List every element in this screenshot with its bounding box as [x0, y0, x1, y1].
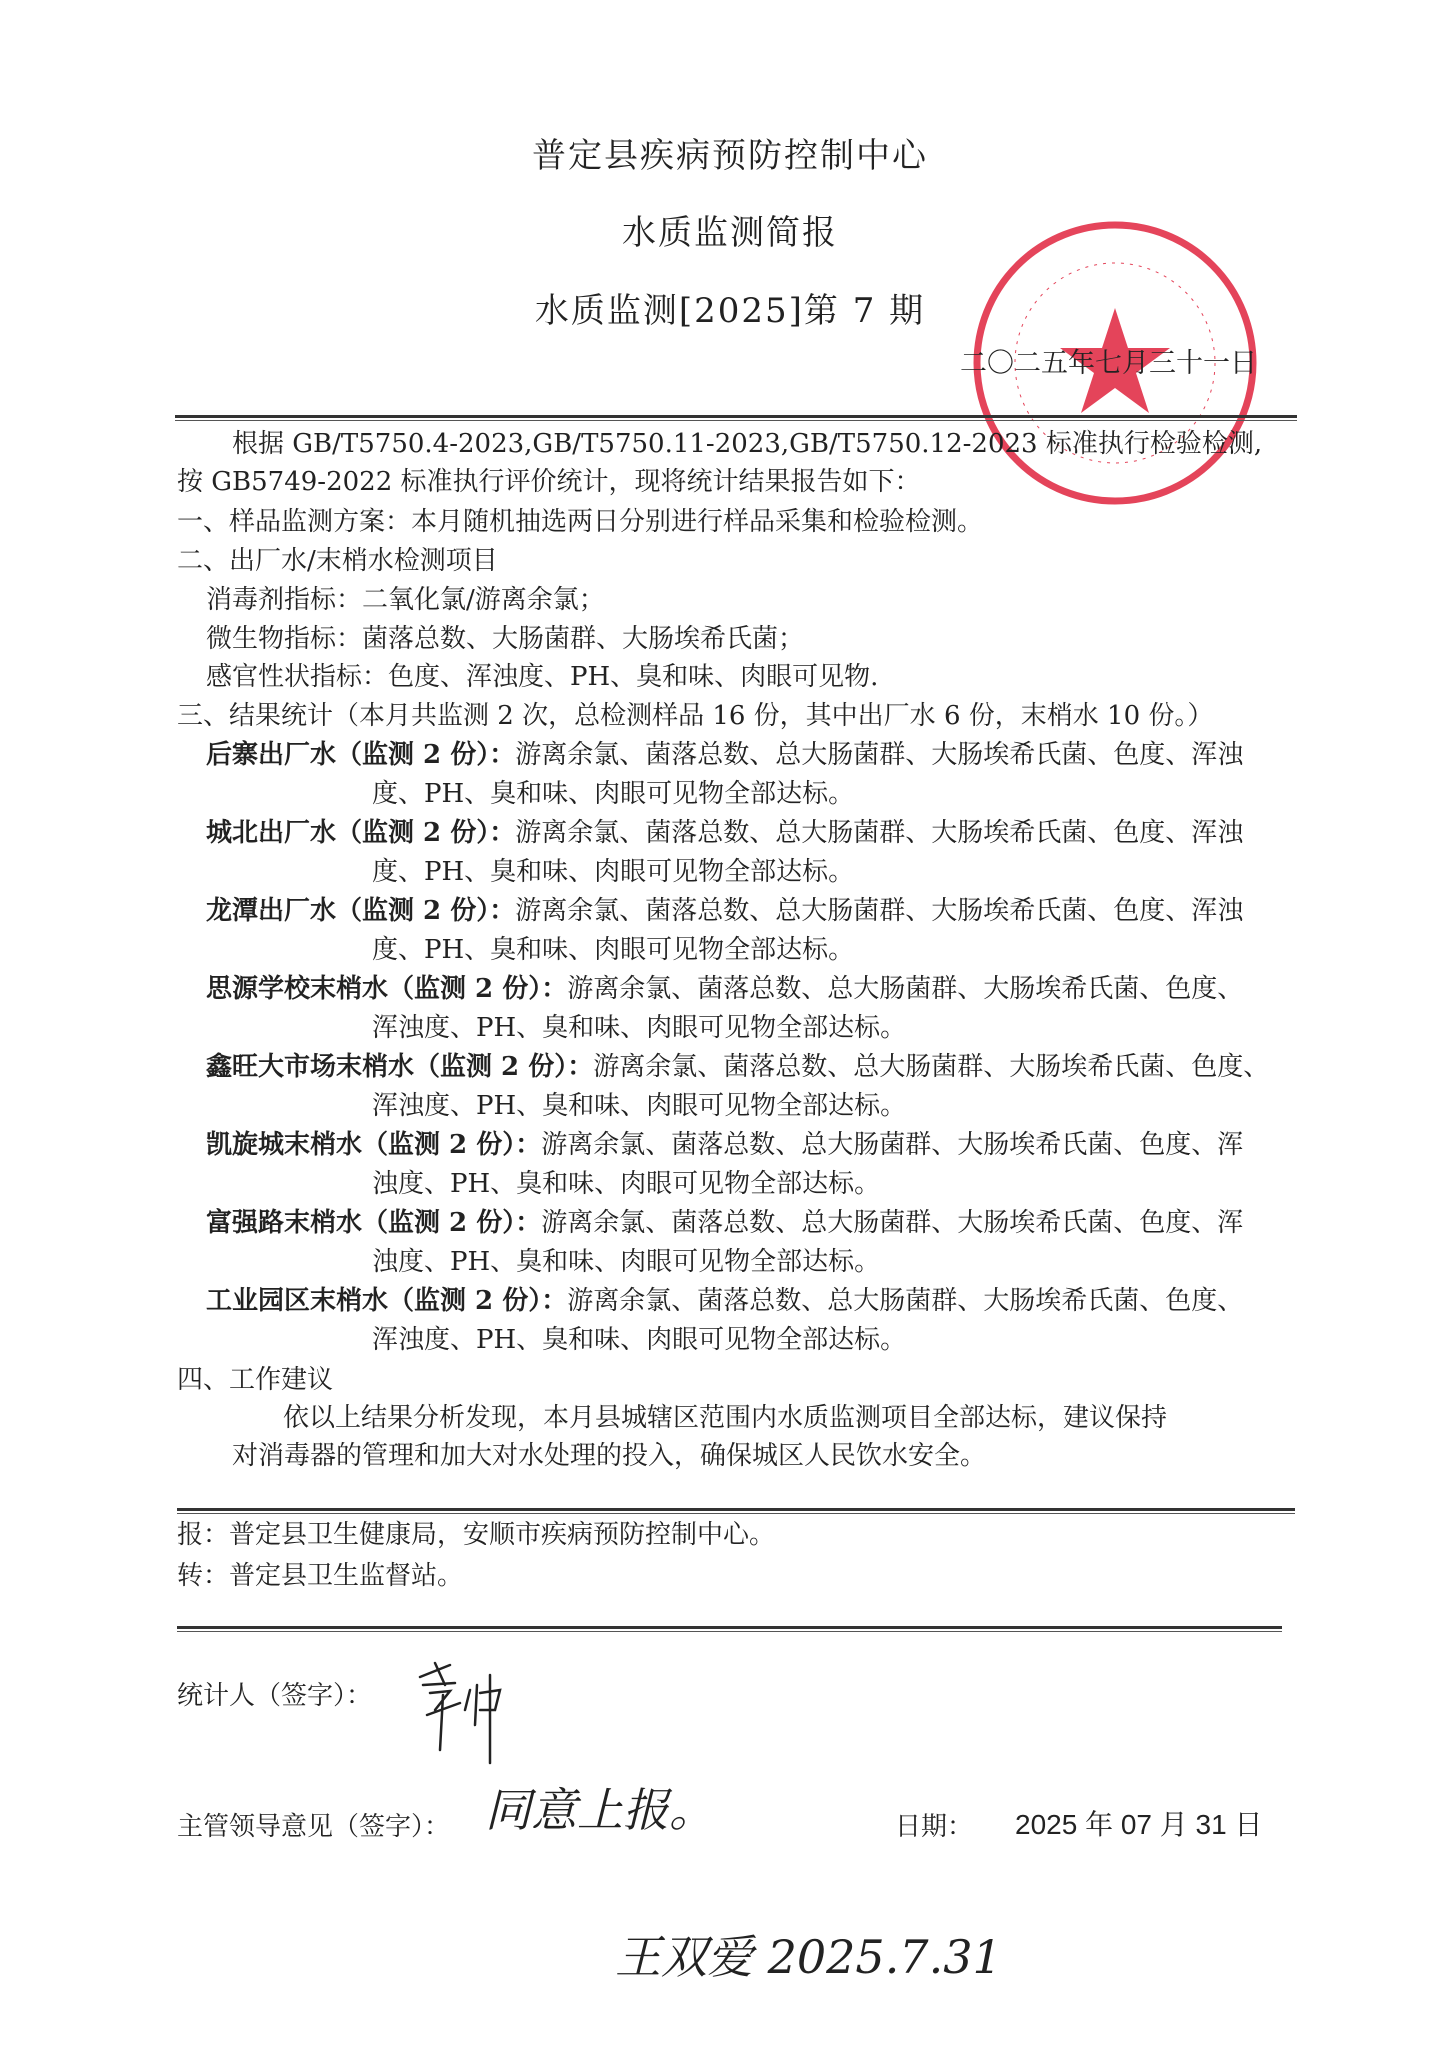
date-value: 2025 年 07 月 31 日: [1015, 1809, 1263, 1840]
result-item: [206, 970, 1243, 1009]
org-title: 普定县疾病预防控制中心: [532, 136, 928, 176]
result-site-label: 富强路末梢水（监测 2 份）：: [206, 1208, 542, 1238]
result-site-label: 凯旋城末梢水（监测 2 份）：: [206, 1130, 542, 1160]
section-2-heading: 二、出厂水/末梢水检测项目: [177, 546, 498, 576]
leader-label: 主管领导意见（签字）：: [177, 1811, 451, 1841]
result-text-line-2: 浑浊度、PH、臭和味、肉眼可见物全部达标。: [372, 1013, 907, 1043]
result-text-line-1: 游离余氯、菌落总数、总大肠菌群、大肠埃希氏菌、色度、浑: [541, 1208, 1244, 1238]
result-site-label: 工业园区末梢水（监测 2 份）：: [206, 1286, 568, 1316]
result-text-line-2: 度、PH、臭和味、肉眼可见物全部达标。: [372, 857, 855, 887]
section-2-item: 微生物指标：菌落总数、大肠菌群、大肠埃希氏菌；: [206, 624, 805, 654]
forward-to: 转：普定县卫生监督站。: [177, 1561, 464, 1591]
result-item: [206, 1204, 1243, 1243]
section-1: 一、样品监测方案：本月随机抽选两日分别进行样品采集和检验检测。: [177, 507, 984, 537]
result-text-line-2: 浊度、PH、臭和味、肉眼可见物全部达标。: [372, 1169, 881, 1199]
statistician-signature: [415, 1655, 535, 1765]
issue-date: 二〇二五年七月三十一日: [960, 348, 1257, 379]
result-text-line-1: 游离余氯、菌落总数、总大肠菌群、大肠埃希氏菌、色度、浑浊: [515, 896, 1244, 926]
result-text-line-1: 游离余氯、菌落总数、总大肠菌群、大肠埃希氏菌、色度、浑浊: [515, 818, 1244, 848]
result-site-label: 龙潭出厂水（监测 2 份）：: [206, 896, 516, 926]
result-site-label: 思源学校末梢水（监测 2 份）：: [206, 974, 568, 1004]
doc-type-title: 水质监测简报: [622, 213, 838, 253]
date-label: 日期：: [895, 1811, 974, 1841]
footer-divider-top: [177, 1508, 1295, 1514]
section-4-line-1: 依以上结果分析发现，本月县城辖区范围内水质监测项目全部达标，建议保持: [283, 1403, 1168, 1433]
section-2-item: 消毒剂指标：二氧化氯/游离余氯；: [206, 585, 605, 615]
result-text-line-2: 度、PH、臭和味、肉眼可见物全部达标。: [372, 935, 855, 965]
result-text-line-2: 浑浊度、PH、臭和味、肉眼可见物全部达标。: [372, 1091, 907, 1121]
result-item: [206, 1126, 1243, 1165]
result-site-label: 鑫旺大市场末梢水（监测 2 份）：: [206, 1052, 594, 1082]
result-text-line-2: 浊度、PH、臭和味、肉眼可见物全部达标。: [372, 1247, 881, 1277]
footer-divider-bottom: [177, 1626, 1282, 1632]
result-text-line-2: 浑浊度、PH、臭和味、肉眼可见物全部达标。: [372, 1325, 907, 1355]
leader-opinion-handwriting: 同意上报。: [485, 1783, 715, 1837]
result-item: [206, 1282, 1243, 1321]
section-2-item: 感官性状指标：色度、浑浊度、PH、臭和味、肉眼可见物.: [206, 662, 879, 692]
result-site-label: 后寨出厂水（监测 2 份）：: [206, 740, 516, 770]
intro-line-2: 按 GB5749-2022 标准执行评价统计，现将统计结果报告如下：: [177, 467, 921, 497]
statistician-label: 统计人（签字）：: [177, 1680, 373, 1710]
result-item: [206, 814, 1243, 853]
result-item: [206, 736, 1243, 775]
result-text-line-2: 度、PH、臭和味、肉眼可见物全部达标。: [372, 779, 855, 809]
section-3-heading: 三、结果统计（本月共监测 2 次，总检测样品 16 份，其中出厂水 6 份，末梢水 10 份。）: [177, 701, 1214, 731]
intro-line-1: 根据 GB/T5750.4-2023,GB/T5750.11-2023,GB/T5750.12-2023 标准执行检验检测,: [232, 429, 1263, 459]
section-4-line-2: 对消毒器的管理和加大对水处理的投入，确保城区人民饮水安全。: [232, 1441, 987, 1471]
section-4-heading: 四、工作建议: [177, 1365, 334, 1395]
result-text-line-1: 游离余氯、菌落总数、总大肠菌群、大肠埃希氏菌、色度、浑浊: [515, 740, 1244, 770]
result-item: [206, 892, 1243, 931]
result-site-label: 城北出厂水（监测 2 份）：: [206, 818, 516, 848]
header-divider: [175, 415, 1297, 421]
result-text-line-1: 游离余氯、菌落总数、总大肠菌群、大肠埃希氏菌、色度、: [567, 974, 1244, 1004]
result-item: [206, 1048, 1269, 1087]
report-to: 报：普定县卫生健康局，安顺市疾病预防控制中心。: [177, 1520, 776, 1550]
result-text-line-1: 游离余氯、菌落总数、总大肠菌群、大肠埃希氏菌、色度、: [593, 1052, 1270, 1082]
result-text-line-1: 游离余氯、菌落总数、总大肠菌群、大肠埃希氏菌、色度、: [567, 1286, 1244, 1316]
issue-number: 水质监测[2025]第 7 期: [534, 291, 926, 331]
leader-signature: 王双爱 2025.7.31: [615, 1930, 1002, 1984]
result-text-line-1: 游离余氯、菌落总数、总大肠菌群、大肠埃希氏菌、色度、浑: [541, 1130, 1244, 1160]
